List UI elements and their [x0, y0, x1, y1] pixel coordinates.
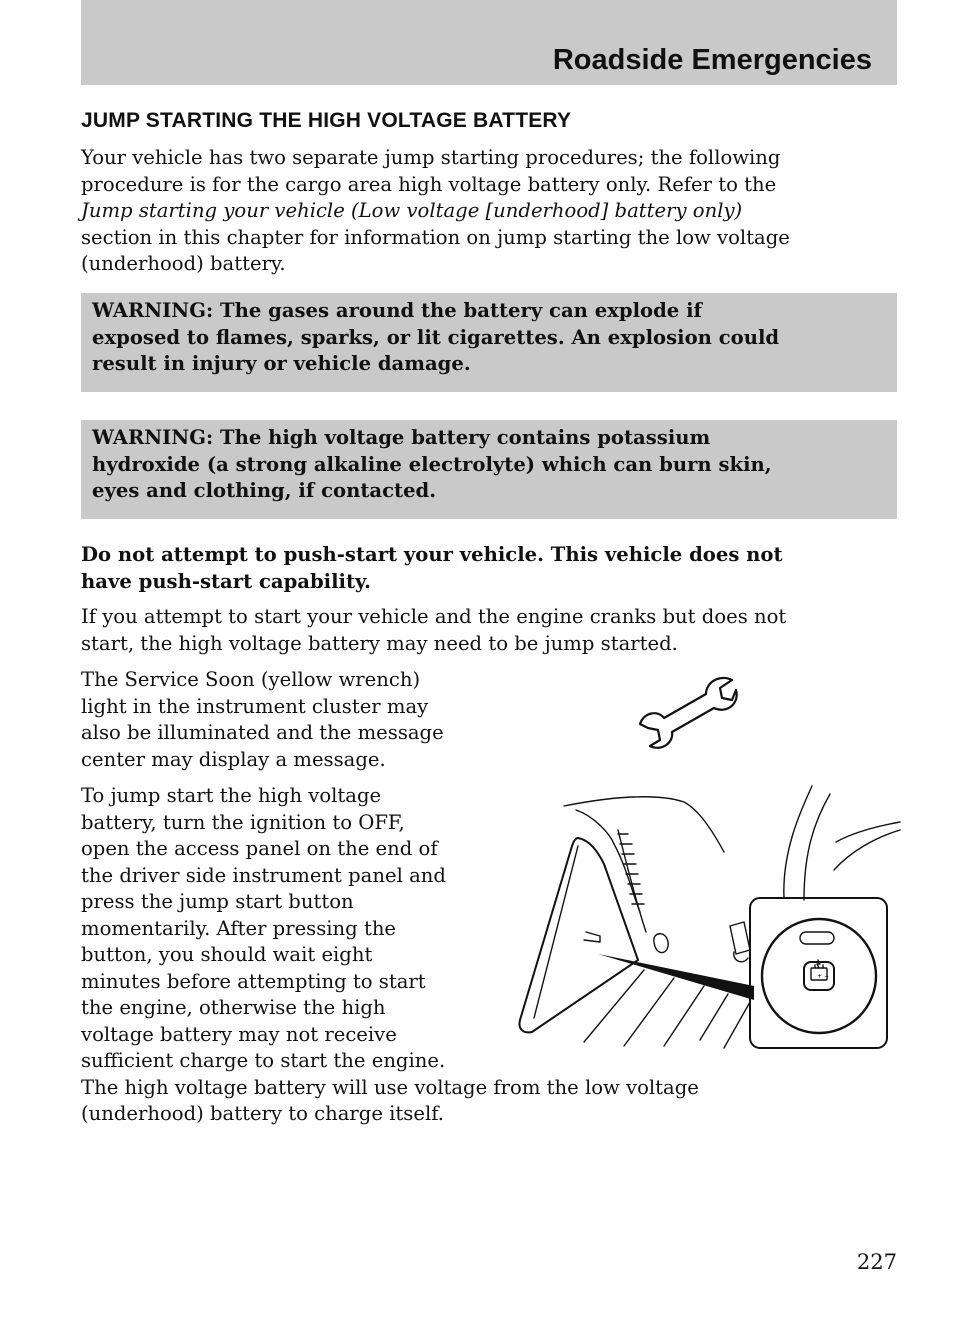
- jump-start-button-illustration: [514, 782, 904, 1052]
- procedure-line: momentarily. After pressing the: [81, 916, 397, 940]
- push-start-line: Do not attempt to push-start your vehicle. This vehicle does not: [81, 543, 783, 566]
- intro-line: section in this chapter for information on jump starting the low voltage: [81, 225, 790, 249]
- warning-line: hydroxide (a strong alkaline electrolyte) which can burn skin,: [92, 452, 772, 476]
- cranks-line: start, the high voltage battery may need to be jump started.: [81, 631, 678, 655]
- intro-line: (underhood) battery.: [81, 252, 286, 275]
- procedure-line: press the jump start button: [81, 890, 354, 913]
- warning-box-electrolyte: [81, 420, 897, 519]
- warning-box-explosion: [81, 293, 897, 392]
- warning-text: [81, 420, 897, 505]
- service-soon-line: light in the instrument cluster may: [81, 694, 429, 718]
- intro-line: procedure is for the cargo area high voltage battery only. Refer to the: [81, 172, 777, 196]
- header-band: [81, 0, 897, 85]
- warning-line: result in injury or vehicle damage.: [92, 352, 471, 375]
- warning-line: eyes and clothing, if contacted.: [92, 479, 437, 502]
- intro-line: Your vehicle has two separate jump starting procedures; the following: [81, 146, 781, 169]
- push-start-line: have push-start capability.: [81, 569, 372, 593]
- battery-polarity-label: + −: [817, 973, 829, 980]
- cranks-line: If you attempt to start your vehicle and the engine cranks but does not: [81, 605, 787, 628]
- procedure-line: button, you should wait eight: [81, 943, 373, 966]
- section-heading: JUMP STARTING THE HIGH VOLTAGE BATTERY: [81, 109, 572, 132]
- warning-line: WARNING: The gases around the battery can explode if: [92, 299, 702, 322]
- procedure-line: the engine, otherwise the high: [81, 996, 386, 1019]
- service-soon-paragraph: [81, 667, 444, 773]
- procedure-line: open the access panel on the end of: [81, 837, 438, 860]
- page-header-title: Roadside Emergencies: [552, 44, 872, 76]
- intro-line-cross-reference: Jump starting your vehicle (Low voltage [underhood] battery only): [81, 199, 743, 222]
- procedure-line: sufficient charge to start the engine.: [81, 1049, 446, 1072]
- procedure-line: voltage battery may not receive: [81, 1022, 397, 1046]
- cranks-paragraph: [81, 604, 786, 657]
- service-soon-line: also be illuminated and the message: [81, 721, 444, 744]
- warning-line: WARNING: The high voltage battery contains potassium: [92, 426, 711, 449]
- service-soon-line: center may display a message.: [81, 747, 386, 771]
- procedure-line: (underhood) battery to charge itself.: [81, 1102, 444, 1125]
- procedure-line: battery, turn the ignition to OFF,: [81, 810, 405, 834]
- wrench-icon: [636, 672, 740, 750]
- procedure-line: the driver side instrument panel and: [81, 863, 446, 887]
- intro-paragraph: [81, 145, 790, 278]
- service-soon-line: The Service Soon (yellow wrench): [81, 668, 421, 691]
- procedure-line: To jump start the high voltage: [81, 784, 382, 807]
- push-start-note: [81, 542, 783, 595]
- warning-text: [81, 293, 897, 378]
- page-number: 227: [856, 1250, 897, 1274]
- procedure-line: minutes before attempting to start: [81, 969, 426, 993]
- procedure-line: The high voltage battery will use voltage from the low voltage: [81, 1075, 699, 1099]
- warning-line: exposed to flames, sparks, or lit cigarettes. An explosion could: [92, 325, 780, 349]
